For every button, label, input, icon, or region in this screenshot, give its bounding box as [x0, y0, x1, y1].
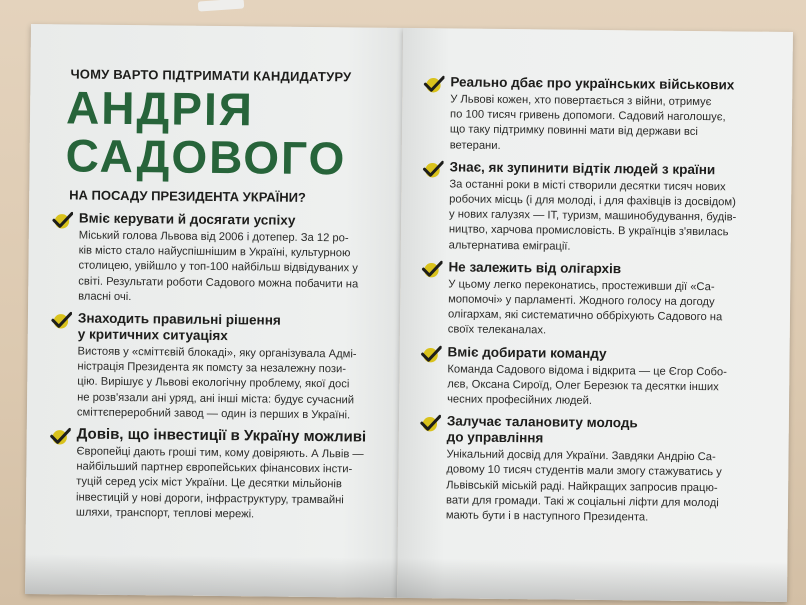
list-item: [422, 74, 767, 156]
item-title: Знаходить правильні рішення у критичних ситуаціях: [77, 310, 281, 344]
item-title: Реально дбає про українських військових: [450, 74, 735, 93]
page-shadow: [397, 558, 787, 602]
checkmark-icon: [419, 414, 441, 432]
list-item: [421, 159, 766, 257]
item-body: Міський голова Львова від 2006 і дотепер. За 12 ро- ків місто стало найуспішнішим в Україні, культурною столицею, увійшло у топ-100 найбільш відвідуваних у світі. Результати роботи Садового можна побачити на власні очі.: [78, 229, 359, 303]
subheading: НА ПОСАДУ ПРЕЗИДЕНТА УКРАЇНИ?: [69, 187, 307, 205]
right-page: [397, 28, 793, 602]
kicker-text: ЧОМУ ВАРТО ПІДТРИМАТИ КАНДИДАТУРУ: [70, 66, 352, 85]
checkmark-icon: [50, 311, 72, 329]
item-title: Довів, що інвестиції в Україну можливі: [76, 425, 367, 446]
candidate-name-line1: АНДРІЯ: [65, 81, 255, 136]
candidate-name: [65, 81, 388, 185]
leaflet-spread: [25, 24, 793, 602]
item-body: Європейці дають гроші тим, кому довіряють. А Львів — найбільший партнер європейських фінансових інсти- туцій серед усіх міст України. Це десятки мільйонів інвестицій у нові дороги, інфраструктуру, трамвайні шляхи, транспорт, теплові мережі.: [75, 445, 364, 521]
list-item: [420, 259, 765, 341]
checkmark-icon: [421, 160, 443, 178]
item-body: За останні роки в місті створили десятки тисяч нових робочих місць (і для молоді, і для фахівців із досвідом) у нових галузях — IT, туризм, машинобудування, будів- ництво, харчова промисловість. В українців з'явилась альтернатива еміграції.: [448, 178, 737, 253]
paper-scrap: [198, 0, 245, 12]
checkmark-icon: [49, 427, 71, 445]
item-body: У цьому легко переконатись, простеживши дії «Са- мопомочі» у парламенті. Жодного голосу на догоду олігархам, які систематично оббріхують Садового на своїх телеканалах.: [447, 278, 723, 337]
item-title: Знає, як зупинити відтік людей з країни: [449, 159, 716, 178]
item-title: Вміє керувати й досягати успіху: [78, 210, 296, 228]
candidate-name-line2: САДОВОГО: [65, 129, 347, 185]
list-item: [419, 344, 764, 411]
checkmark-icon: [51, 211, 73, 229]
item-body: Команда Садового відома і відкрита — це Єгор Собо- лєв, Оксана Сироїд, Олег Березюк та десятки інших чесних професійних людей.: [447, 363, 727, 407]
page-shadow: [25, 554, 397, 598]
list-item: [418, 413, 763, 527]
item-body: Вистояв у «сміттєвій блокаді», яку організувала Адмі- ністрація Президента як помсту за незалежну пози- цію. Вирішує у Львові екологічну проблему, якої досі не розв'язали ані уряд, ані інші міста: будує сучасний сміттєпереробний завод — один із перших в Україні.: [76, 345, 357, 422]
item-body: У Львові кожен, хто повертається з війни, отримує по 100 тисяч гривень допомоги. Садовий наголошує, що таку підтримку повинні мати від держави всі ветерани.: [449, 93, 726, 152]
list-item: [48, 426, 385, 524]
item-title: Не залежить від олігархів: [448, 259, 622, 277]
checkmark-icon: [420, 260, 442, 278]
item-title: Вміє добирати команду: [447, 344, 607, 361]
list-item: [50, 210, 387, 308]
left-page: [25, 24, 403, 598]
item-body: Унікальний досвід для України. Завдяки Андрію Са- довому 10 тисяч студентів мали змогу стажуватись у Львівській міській раді. Найкращих запросив працю- вати для громади. Такі ж соціальні ліфти для молоді мають бути і в наступного Президента.: [445, 448, 722, 524]
checkmark-icon: [422, 75, 444, 93]
checkmark-icon: [419, 345, 441, 363]
item-title: Залучає талановиту молодь до управління: [446, 413, 638, 446]
list-item: [49, 310, 386, 424]
